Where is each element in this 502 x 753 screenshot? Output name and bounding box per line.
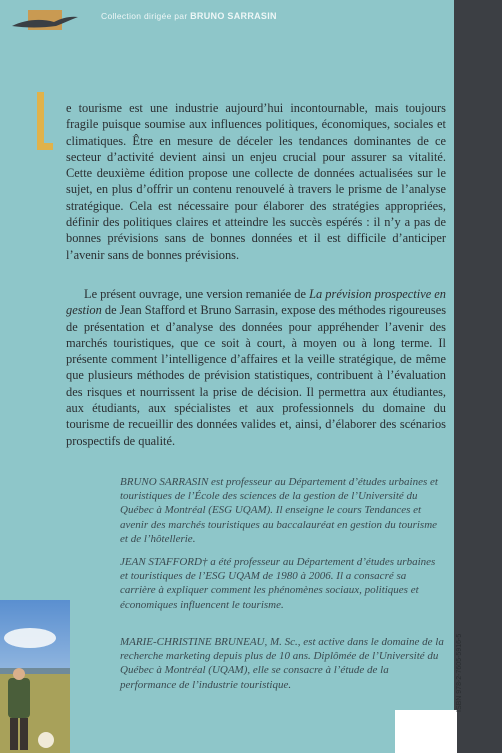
author-name: JEAN STAFFORD† <box>120 556 208 568</box>
author-name: MARIE-CHRISTINE BRUNEAU <box>120 636 265 648</box>
collection-header <box>101 11 277 21</box>
author-bio-text: est professeur au Département d’études urbaines et touristiques de l’École des sciences de la gestion de l’Université du Québec à Montréal (ESG UQAM). Il enseigne le cours Tendances et avenir des marchés touristiques au baccalauréat en gestion du tourisme et de l’hôtellerie. <box>120 476 438 545</box>
intro-paragraph-1-text: e tourisme est une industrie aujourd’hui incontournable, mais toujours fragile puisque soumise aux influences politiques, économiques, sociales et climatiques. Être en mesure de déceler les tendances dominantes de ce secteur d’activité devient ainsi un enjeu crucial pour assurer sa vitalité. Cette deuxième édition propose une collecte de données actualisées sur le sujet, en plus d’offrir un contenu renouvelé à travers le prisme de l’analyse stratégique. Cela est nécessaire pour élaborer des stratégies appropriées, définir des politiques claires et atteindre les succès espérés : il n’y a pas de bonnes prévisions sans de bonnes données et il est difficile d’anticiper l’avenir sans de bonnes prévisions. <box>66 101 446 262</box>
intro-paragraph-2-start: Le présent ouvrage, une version remaniée de <box>84 287 310 301</box>
book-title-reference: La prévision prospective en gestion <box>66 287 446 318</box>
author-bio-text: a été professeur au Département d’études urbaines et touristiques de l’ESG UQAM de 1980 à 2006. Il a consacré sa carrière à expliquer comment les phénomènes sociaux, politiques et économiques influencent le tourisme. <box>120 556 436 611</box>
barcode <box>395 710 457 753</box>
author-bio-stafford <box>120 555 444 612</box>
author-name: BRUNO SARRASIN <box>120 476 209 488</box>
isbn-number: ISBN 978-2-7605-5916-5 <box>456 633 463 712</box>
author-bio-bruneau <box>120 635 444 692</box>
collection-prefix: Collection dirigée par <box>101 11 188 21</box>
hiker-photo <box>0 600 70 753</box>
intro-paragraph-2-end: de Jean Stafford et Bruno Sarrasin, expose des méthodes rigoureuses de présentation et d’analyse des données pour appréhender l’avenir des marchés touristiques, que ce soit à court, à moyen ou à long terme. Il présente comment l’intelligence d’affaires et la veille stratégique, de même que plusieurs méthodes de prévision statistiques, contribuent à l’évaluation des risques et nourrissent la prise de décision. Il permettra aux étudiantes, aux étudiants, aux spécialistes et aux professionnels du domaine du tourisme de recueillir des données valides et, ainsi, d’élaborer des scénarios prospectifs de qualité. <box>66 303 447 448</box>
dropcap-l <box>37 92 53 150</box>
bird-logo-icon <box>10 6 80 36</box>
collection-director: BRUNO SARRASIN <box>190 11 277 21</box>
intro-paragraph-2 <box>66 286 446 449</box>
author-bio-text: , M. Sc., est active dans le domaine de la recherche marketing depuis plus de 10 ans. Diplômée de l’Université du Québec à Montréal (UQAM), elle se consacre à l’étude de la performance de l’industrie touristique. <box>120 636 444 691</box>
intro-paragraph-1 <box>66 100 446 263</box>
author-bio-sarrasin <box>120 475 444 546</box>
